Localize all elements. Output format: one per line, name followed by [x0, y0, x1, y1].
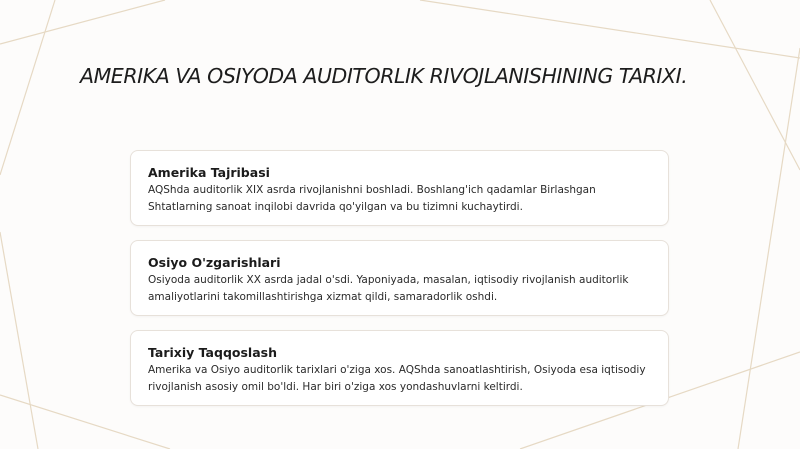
- card-heading: Osiyo O'zgarishlari: [148, 255, 281, 270]
- background-line: [420, 0, 800, 58]
- card-text: Osiyoda auditorlik XX asrda jadal o'sdi. Yaponiyada, masalan, iqtisodiy rivojlanish auditorlik amaliyotlarini takomillashtirishga xizmat qildi, samaradorlik oshdi.: [148, 274, 629, 303]
- slide-title: AMERIKA VA OSIYODA AUDITORLIK RIVOJLANISHINING TARIXI.: [80, 64, 688, 88]
- card-text: Amerika va Osiyo auditorlik tarixlari o'ziga xos. AQShda sanoatlashtirish, Osiyoda esa iqtisodiy rivojlanish asosiy omil bo'ldi. Har biri o'ziga xos yondashuvlarni keltirdi.: [148, 364, 646, 393]
- card-heading: Amerika Tajribasi: [148, 165, 270, 180]
- info-card-comparison: [130, 330, 669, 406]
- info-card-america: [130, 150, 669, 226]
- info-card-asia: [130, 240, 669, 316]
- background-line: [0, 0, 165, 44]
- card-heading: Tarixiy Taqqoslash: [148, 345, 277, 360]
- background-line: [0, 232, 38, 449]
- card-text: AQShda auditorlik XIX asrda rivojlanishni boshladi. Boshlang'ich qadamlar Birlashgan Shtatlarning sanoat inqilobi davrida qo'yilgan va bu tizimni kuchaytirdi.: [148, 184, 596, 213]
- background-line: [0, 0, 55, 175]
- background-line: [738, 48, 800, 449]
